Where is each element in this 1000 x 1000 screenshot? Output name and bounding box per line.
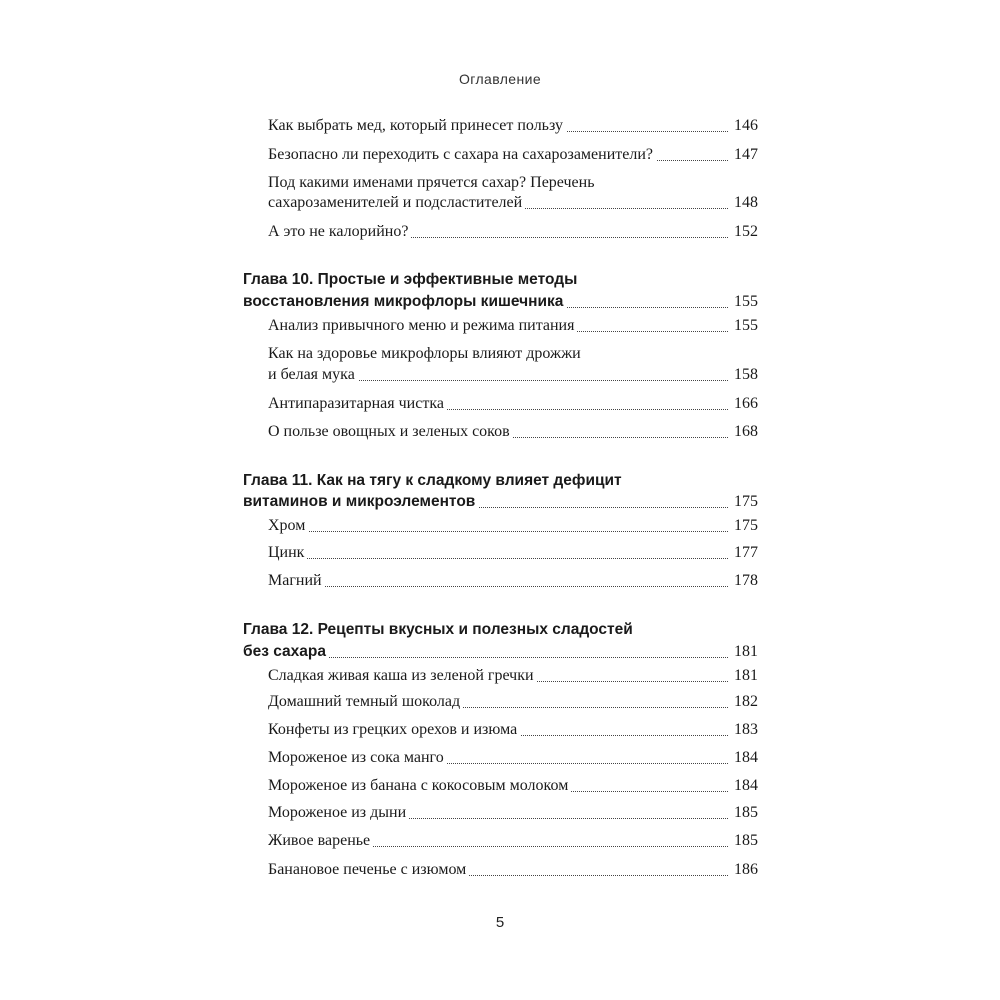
toc-entry-line [0,418,1000,442]
toc-chapter-line [0,488,1000,512]
toc-entry-title: Цинк [268,543,307,563]
toc-entry-title: Под какими именами прячется сахар? Перечень [268,173,598,193]
toc-chapter-title: Глава 12. Рецепты вкусных и полезных сладостей [243,620,636,640]
toc-page-number: 177 [731,543,758,563]
toc-entry-line [0,856,1000,880]
toc-entry-line [0,688,1000,712]
toc-entry-title: Антипаразитарная чистка [268,394,447,414]
running-head: Оглавление [458,71,542,87]
toc-page-number: 168 [731,422,758,442]
toc-page-number: 182 [731,692,758,712]
toc-entry-title: Как на здоровье микрофлоры влияют дрожжи [268,344,584,364]
toc-page-number: 184 [731,776,758,796]
toc-entry-title: и белая мука [268,365,358,385]
toc-entry-line [0,361,1000,385]
toc-entry-line [0,744,1000,768]
toc-chapter-title: без сахара [243,642,329,662]
toc-page-number: 178 [731,571,758,591]
toc-entry-title: А это не калорийно? [268,222,411,242]
toc-entry-line [0,539,1000,563]
toc-entry-title: Живое варенье [268,831,373,851]
toc-entry-title: Домашний темный шоколад [268,692,463,712]
toc-entry-line [0,799,1000,823]
toc-entry-line [0,141,1000,165]
toc-entry-title: Мороженое из дыни [268,803,409,823]
page-number: 5 [495,914,505,931]
toc-page-number: 152 [731,222,758,242]
toc-entry-title: Банановое печенье с изюмом [268,860,469,880]
toc-entry-title: сахарозаменителей и подсластителей [268,193,525,213]
toc-entry-title: Мороженое из сока манго [268,748,447,768]
toc-chapter-title: витаминов и микроэлементов [243,492,478,512]
toc-entry-line [0,827,1000,851]
toc-entry-title: Магний [268,571,325,591]
toc-page-number: 146 [731,116,758,136]
toc-page-number: 185 [731,831,758,851]
toc-entry-title: Как выбрать мед, который принесет пользу [268,116,566,136]
toc-page-number: 175 [731,516,758,536]
toc-chapter-title: восстановления микрофлоры кишечника [243,292,566,312]
dot-leader [268,586,728,587]
toc-entry-line [0,112,1000,136]
toc-entry-title: О пользе овощных и зеленых соков [268,422,513,442]
toc-page-number: 181 [731,666,758,686]
toc-entry-line [0,772,1000,796]
toc-chapter-line [0,638,1000,662]
toc-chapter-line [0,266,1000,290]
toc-entry-title: Сладкая живая каша из зеленой гречки [268,666,537,686]
toc-entry-line [0,716,1000,740]
toc-page-number: 158 [731,365,758,385]
toc-page-number: 175 [731,492,758,512]
toc-page-number: 184 [731,748,758,768]
toc-entry-title: Хром [268,516,308,536]
toc-page-number: 148 [731,193,758,213]
toc-entry-title: Безопасно ли переходить с сахара на сахарозаменители? [268,145,656,165]
toc-entry-title: Анализ привычного меню и режима питания [268,316,577,336]
toc-page-number: 155 [731,292,758,312]
toc-page-number: 183 [731,720,758,740]
dot-leader [268,558,728,559]
toc-entry-title: Конфеты из грецких орехов и изюма [268,720,520,740]
toc-entry-line [0,662,1000,686]
toc-entry-line [0,567,1000,591]
toc-entry-line [0,512,1000,536]
toc-chapter-title: Глава 11. Как на тягу к сладкому влияет дефицит [243,471,625,491]
toc-entry-line [0,312,1000,336]
toc-chapter-title: Глава 10. Простые и эффективные методы [243,270,580,290]
toc-entry-line [0,390,1000,414]
toc-page-number: 155 [731,316,758,336]
toc-chapter-line [0,288,1000,312]
toc-page-number: 185 [731,803,758,823]
toc-entry-line [0,218,1000,242]
dot-leader [268,531,728,532]
toc-chapter-line [0,616,1000,640]
toc-page-number: 147 [731,145,758,165]
toc-entry-title: Мороженое из банана с кокосовым молоком [268,776,571,796]
toc-page-number: 186 [731,860,758,880]
toc-page-number: 181 [731,642,758,662]
toc-entry-line [0,189,1000,213]
toc-page-number: 166 [731,394,758,414]
